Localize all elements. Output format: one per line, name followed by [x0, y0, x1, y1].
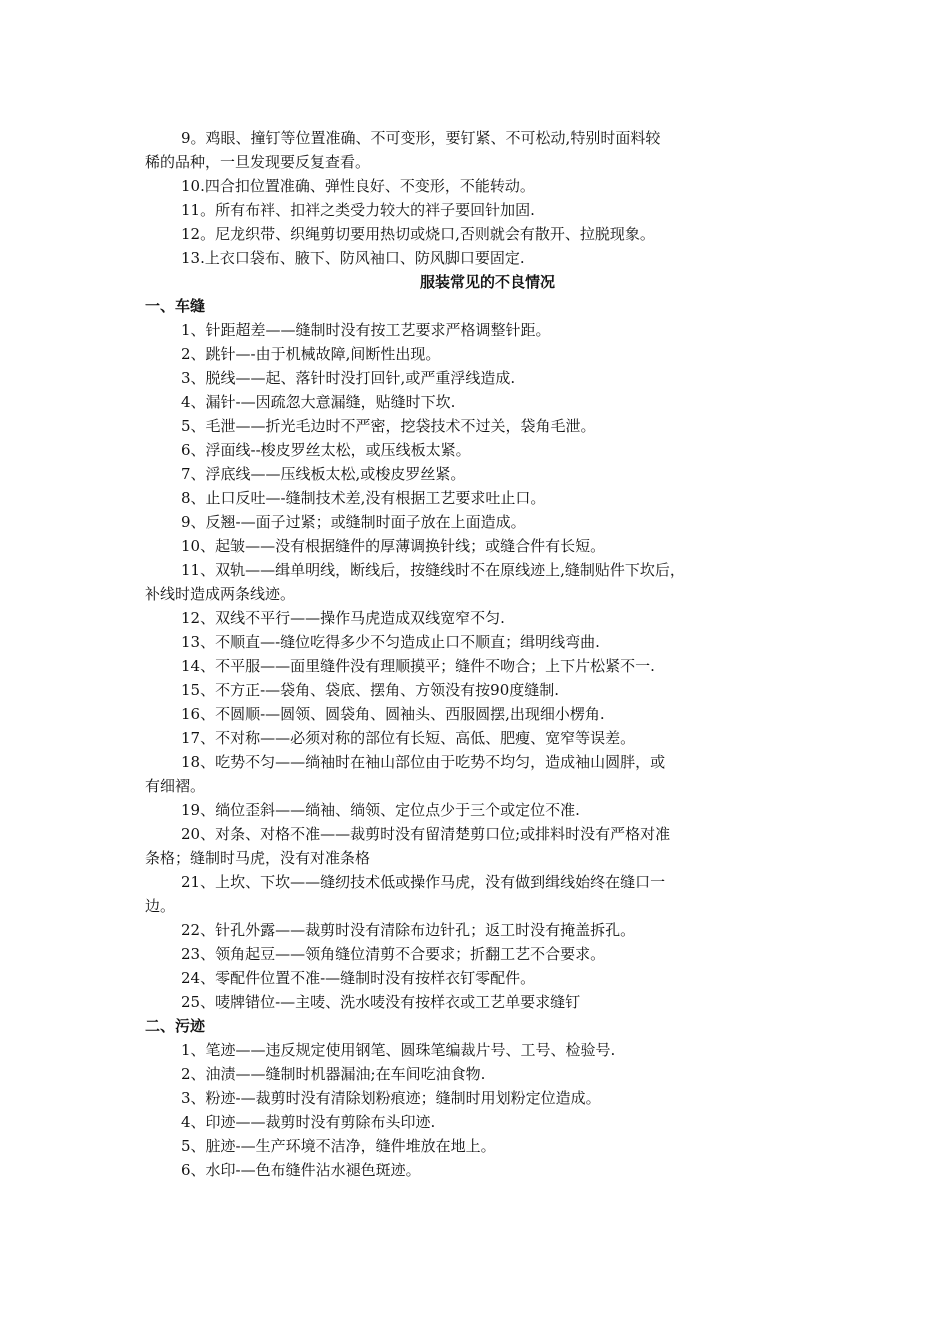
list-item: 3、粉迹-—裁剪时没有清除划粉痕迹；缝制时用划粉定位造成。	[181, 1089, 601, 1107]
list-item: 7、浮底线——压线板太松,或梭皮罗丝紧。	[181, 465, 466, 483]
list-item: 2、油渍——缝制时机器漏油;在车间吃油食物.	[181, 1065, 486, 1083]
stain-defects-list	[145, 1038, 810, 1182]
list-item: 9。鸡眼、撞钉等位置准确、不可变形，要钉紧、不可松动,特别时面料较	[181, 129, 661, 147]
list-item: 14、不平服——面里缝件没有理顺摸平；缝件不吻合；上下片松紧不一.	[181, 657, 655, 675]
list-item: 25、唛牌错位-—主唛、洗水唛没有按样衣或工艺单要求缝钉	[181, 993, 581, 1011]
list-item: 21、上坎、下坎——缝纫技术低或操作马虎，没有做到缉线始终在缝口一	[181, 873, 666, 891]
list-item: 12。尼龙织带、织绳剪切要用热切或烧口,否则就会有散开、拉脱现象。	[181, 225, 655, 243]
list-item: 18、吃势不匀——绱袖时在袖山部位由于吃势不均匀，造成袖山圆胖，或	[181, 753, 666, 771]
list-item: 13.上衣口袋布、腋下、防风袖口、防风脚口要固定.	[181, 249, 525, 267]
list-item: 2、跳针—-由于机械故障,间断性出现。	[181, 345, 441, 363]
section-title: 服装常见的不良情况	[419, 273, 555, 291]
list-item: 9、反翘-—面子过紧；或缝制时面子放在上面造成。	[181, 513, 526, 531]
list-item: 20、对条、对格不准——裁剪时没有留清楚剪口位;或排料时没有严格对准	[181, 825, 671, 843]
list-item: 1、笔迹——违反规定使用钢笔、圆珠笔编裁片号、工号、检验号.	[181, 1041, 616, 1059]
list-item: 10、起皱——没有根据缝件的厚薄调换针线；或缝合件有长短。	[181, 537, 606, 555]
list-item-continuation: 条格；缝制时马虎，没有对准条格	[145, 849, 371, 867]
list-item: 19、绱位歪斜——绱袖、绱领、定位点少于三个或定位不准.	[181, 801, 580, 819]
list-item: 5、脏迹-—生产环境不洁净，缝件堆放在地上。	[181, 1137, 496, 1155]
intro-list	[145, 126, 810, 270]
sewing-defects-list	[145, 318, 810, 1014]
list-item: 6、浮面线--梭皮罗丝太松，或压线板太紧。	[181, 441, 471, 459]
section-heading-sewing: 一、车缝	[145, 297, 206, 315]
list-item: 11、双轨——缉单明线，断线后，按缝线时不在原线迹上,缝制贴件下坎后，	[181, 561, 685, 579]
list-item: 12、双线不平行——操作马虎造成双线宽窄不匀.	[181, 609, 505, 627]
list-item: 4、印迹——裁剪时没有剪除布头印迹.	[181, 1113, 436, 1131]
section-heading-stains: 二、污迹	[145, 1017, 206, 1035]
list-item: 10.四合扣位置准确、弹性良好、不变形，不能转动。	[181, 177, 535, 195]
list-item: 16、不圆顺-—圆领、圆袋角、圆袖头、西服圆摆,出现细小楞角.	[181, 705, 605, 723]
list-item: 1、针距超差——缝制时没有按工艺要求严格调整针距。	[181, 321, 551, 339]
list-item: 11。所有布袢、扣袢之类受力较大的袢子要回针加固.	[181, 201, 535, 219]
list-item: 22、针孔外露——裁剪时没有清除布边针孔；返工时没有掩盖拆孔。	[181, 921, 636, 939]
list-item-continuation: 补线时造成两条线迹。	[145, 585, 296, 603]
list-item: 24、零配件位置不准-—缝制时没有按样衣钉零配件。	[181, 969, 536, 987]
list-item: 6、水印-—色布缝件沾水褪色斑迹。	[181, 1161, 421, 1179]
list-item-continuation: 有细褶。	[145, 777, 206, 795]
list-item: 3、脱线——起、落针时没打回针,或严重浮线造成.	[181, 369, 516, 387]
document-body	[145, 126, 810, 1182]
list-item-continuation: 边。	[145, 897, 176, 915]
list-item: 15、不方正-—袋角、袋底、摆角、方领没有按90度缝制.	[181, 681, 560, 699]
list-item: 8、止口反吐—-缝制技术差,没有根据工艺要求吐止口。	[181, 489, 546, 507]
list-item: 23、领角起豆——领角缝位清剪不合要求；折翻工艺不合要求。	[181, 945, 606, 963]
list-item: 13、不顺直—-缝位吃得多少不匀造成止口不顺直；缉明线弯曲.	[181, 633, 600, 651]
list-item: 4、漏针-—因疏忽大意漏缝，贴缝时下坎.	[181, 393, 456, 411]
list-item: 17、不对称——必须对称的部位有长短、高低、肥瘦、宽窄等误差。	[181, 729, 636, 747]
list-item: 5、毛泄——折光毛边时不严密，挖袋技术不过关，袋角毛泄。	[181, 417, 596, 435]
list-item-continuation: 稀的品种，一旦发现要反复查看。	[145, 153, 371, 171]
